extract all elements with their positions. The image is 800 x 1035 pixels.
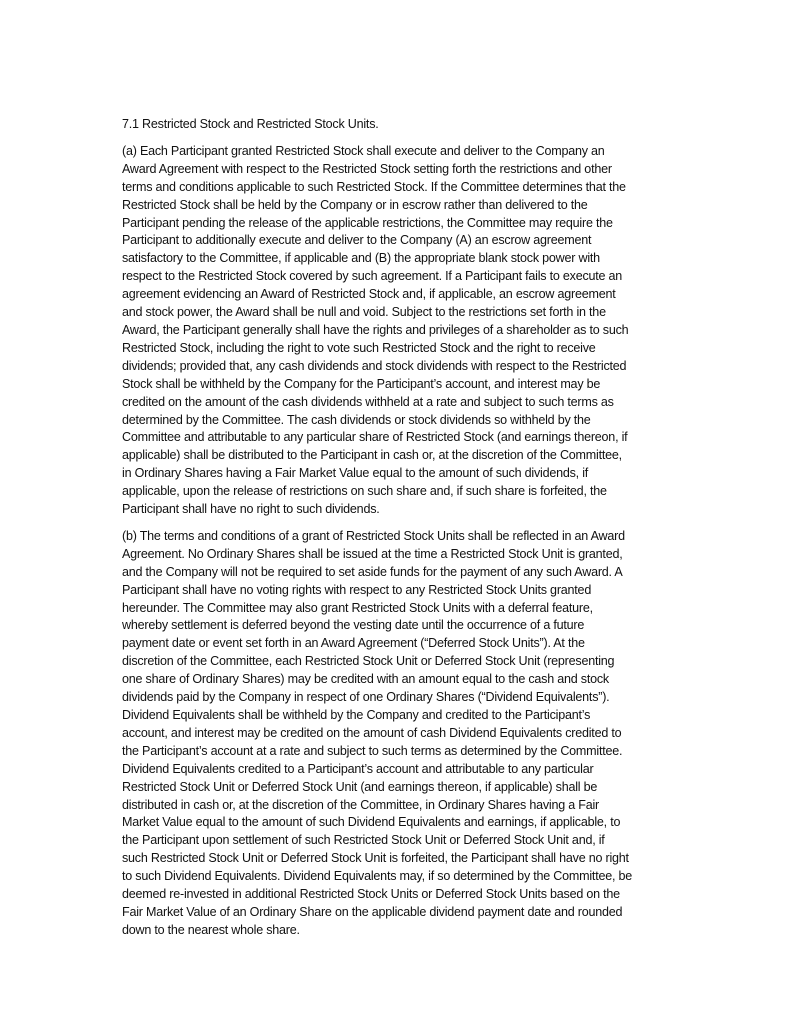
- text-line: down to the nearest whole share.: [122, 922, 300, 937]
- text-line: determined by the Committee. The cash dividends or stock dividends so withheld by the: [122, 412, 591, 427]
- text-line: Market Value equal to the amount of such Dividend Equivalents and earnings, if applicable, to: [122, 815, 621, 830]
- text-line: Participant shall have no voting rights with respect to any Restricted Stock Units granted: [122, 582, 592, 597]
- text-line: Fair Market Value of an Ordinary Share on the applicable dividend payment date and rounded: [122, 904, 623, 919]
- text-line: agreement evidencing an Award of Restricted Stock and, if applicable, an escrow agreement: [122, 287, 616, 302]
- text-line: payment date or event set forth in an Award Agreement (“Deferred Stock Units”). At the: [122, 636, 585, 651]
- document-body: [122, 116, 682, 949]
- text-line: the Participant upon settlement of such Restricted Stock Unit or Deferred Stock Unit and, if: [122, 833, 605, 848]
- text-line: Restricted Stock, including the right to vote such Restricted Stock and the right to receive: [122, 340, 596, 355]
- text-line: deemed re-invested in additional Restricted Stock Units or Deferred Stock Units based on the: [122, 887, 620, 902]
- text-line: Dividend Equivalents shall be withheld by the Company and credited to the Participant’s: [122, 708, 591, 722]
- text-line: hereunder. The Committee may also grant Restricted Stock Units with a deferral feature,: [122, 600, 593, 615]
- text-line: Restricted Stock shall be held by the Company or in escrow rather than delivered to the: [122, 197, 588, 212]
- text-line: discretion of the Committee, each Restricted Stock Unit or Deferred Stock Unit (representing: [122, 654, 615, 669]
- text-line: distributed in cash or, at the discretion of the Committee, in Ordinary Shares having a Fair: [122, 797, 599, 812]
- section-heading: 7.1 Restricted Stock and Restricted Stock Units.: [122, 117, 379, 131]
- text-line: Participant pending the release of the applicable restrictions, the Committee may require the: [122, 215, 613, 230]
- text-line: Participant shall have no right to such dividends.: [122, 502, 380, 517]
- text-line: Award Agreement with respect to the Restricted Stock setting forth the restrictions and other: [122, 161, 612, 176]
- text-line: (b) The terms and conditions of a grant of Restricted Stock Units shall be reflected in an Award: [122, 528, 625, 543]
- text-line: Award, the Participant generally shall have the rights and privileges of a shareholder as to such: [122, 322, 629, 337]
- text-line: account, and interest may be credited on the amount of cash Dividend Equivalents credited to: [122, 725, 622, 740]
- text-line: satisfactory to the Committee, if applicable and (B) the appropriate blank stock power with: [122, 251, 600, 266]
- text-line: and stock power, the Award shall be null and void. Subject to the restrictions set forth in the: [122, 305, 606, 320]
- text-line: Agreement. No Ordinary Shares shall be issued at the time a Restricted Stock Unit is granted,: [122, 546, 623, 561]
- text-line: whereby settlement is deferred beyond the vesting date until the occurrence of a future: [122, 618, 585, 633]
- text-line: to such Dividend Equivalents. Dividend Equivalents may, if so determined by the Committee, be: [122, 869, 633, 884]
- text-line: dividends paid by the Company in respect of one Ordinary Shares (“Dividend Equivalents”).: [122, 690, 610, 705]
- text-line: in Ordinary Shares having a Fair Market Value equal to the amount of such dividends, if: [122, 466, 589, 481]
- text-line: applicable) shall be distributed to the Participant in cash or, at the discretion of the Committee,: [122, 448, 622, 463]
- text-line: the Participant’s account at a rate and subject to such terms as determined by the Committee.: [122, 743, 623, 758]
- text-line: Dividend Equivalents credited to a Participant’s account and attributable to any particular: [122, 761, 594, 776]
- text-line: terms and conditions applicable to such Restricted Stock. If the Committee determines that the: [122, 179, 626, 194]
- text-line: Participant to additionally execute and deliver to the Company (A) an escrow agreement: [122, 233, 592, 248]
- text-line: (a) Each Participant granted Restricted Stock shall execute and deliver to the Company an: [122, 143, 605, 158]
- text-line: and the Company will not be required to set aside funds for the payment of any such Award. A: [122, 564, 623, 579]
- text-line: Stock shall be withheld by the Company for the Participant’s account, and interest may be: [122, 376, 601, 391]
- text-line: Restricted Stock Unit or Deferred Stock Unit (and earnings thereon, if applicable) shall be: [122, 779, 598, 794]
- text-line: Committee and attributable to any particular share of Restricted Stock (and earnings thereon, if: [122, 430, 628, 445]
- paragraph-b: [122, 528, 682, 940]
- text-line: one share of Ordinary Shares) may be credited with an amount equal to the cash and stock: [122, 672, 609, 687]
- paragraph-a: [122, 143, 682, 519]
- text-line: applicable, upon the release of restrictions on such share and, if such share is forfeited, the: [122, 484, 607, 499]
- text-line: respect to the Restricted Stock covered by such agreement. If a Participant fails to execute an: [122, 269, 623, 284]
- text-line: credited on the amount of the cash dividends withheld at a rate and subject to such terms as: [122, 394, 614, 409]
- text-line: such Restricted Stock Unit or Deferred Stock Unit is forfeited, the Participant shall have no right: [122, 851, 629, 866]
- text-line: dividends; provided that, any cash dividends and stock dividends with respect to the Restricted: [122, 358, 627, 373]
